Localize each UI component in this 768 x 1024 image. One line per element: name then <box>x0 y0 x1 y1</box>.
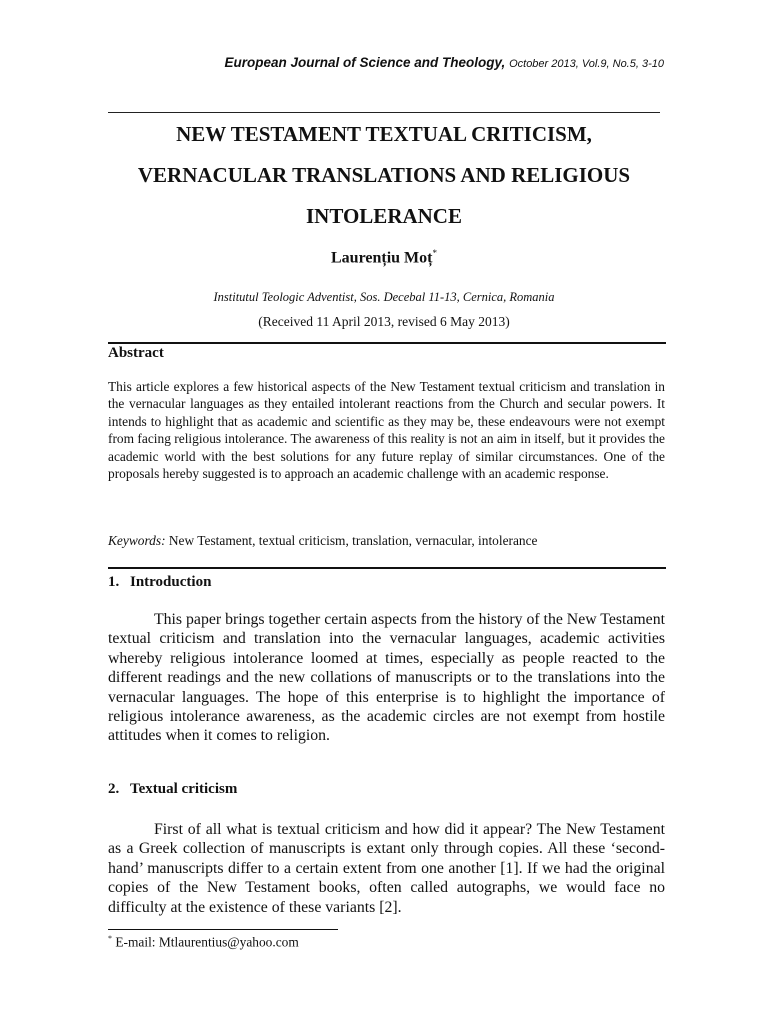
footnote-email: E-mail: Mtlaurentius@yahoo.com <box>115 934 299 950</box>
paper-title <box>90 114 678 237</box>
introduction-paragraph <box>108 610 665 746</box>
title-line-2: VERNACULAR TRANSLATIONS AND RELIGIOUS <box>137 163 631 187</box>
keywords-label: Keywords: <box>108 533 166 548</box>
section-number: 2. <box>108 781 120 797</box>
journal-header <box>225 55 665 70</box>
section-number: 1. <box>108 574 120 590</box>
section-title: Introduction <box>130 574 212 590</box>
received-dates: (Received 11 April 2013, revised 6 May 2013) <box>258 314 510 329</box>
abstract-heading: Abstract <box>108 345 164 361</box>
paragraph-text: First of all what is textual criticism and how did it appear? The New Testament as a Greek collection of manuscripts is extant only through copies. All these ‘second-hand’ manuscripts differ to a certain extent from one another [1]. If we had the original copies of the New Testament books, often called autographs, we would face no difficulty at the existence of these variants [2]. <box>108 821 665 916</box>
footnote-mark: * <box>108 934 112 943</box>
header-rule <box>108 112 660 113</box>
journal-issue: October 2013, Vol.9, No.5, 3-10 <box>509 58 664 70</box>
keywords-text: New Testament, textual criticism, translation, vernacular, intolerance <box>168 533 538 548</box>
title-line-3: INTOLERANCE <box>306 204 462 228</box>
section-heading-introduction <box>108 574 211 591</box>
section-title: Textual criticism <box>130 781 238 797</box>
textual-criticism-paragraph <box>108 820 665 917</box>
journal-name: European Journal of Science and Theology, <box>224 55 506 70</box>
keywords <box>108 533 538 549</box>
paragraph-text: This paper brings together certain aspects from the history of the New Testament textual criticism and translation into the vernacular languages, academic activities whereby religious intolerance loomed at times, especially as people reacted to the different readings and the new collations of manuscripts or to the translations into the vernacular languages. The hope of this enterprise is to highlight the importance of religious intolerance awareness, as the academic circles are not exempt from hostile attitudes when it comes to religion. <box>108 611 665 745</box>
abstract-text: This article explores a few historical aspects of the New Testament textual criticism and translation in the vernacular languages as they entailed intolerant reactions from the Church and secular powers. It intends to highlight that as academic and scientific as they may be, these endeavours were not exempt from facing religious intolerance. The awareness of this reality is not an aim in itself, but it provides the academic world with the best solutions for any future replay of similar circumstances. One of the proposals hereby suggested is to approach an academic challenge with an academic response. <box>108 379 665 482</box>
author <box>0 248 768 267</box>
section-heading-textual-criticism <box>108 781 237 798</box>
section-rule <box>108 567 666 569</box>
affiliation: Institutul Teologic Adventist, Sos. Decebal 11-13, Cernica, Romania <box>213 290 555 304</box>
author-footnote-mark: * <box>432 248 437 258</box>
title-line-1: NEW TESTAMENT TEXTUAL CRITICISM, <box>176 122 592 146</box>
footnote <box>108 934 299 950</box>
abstract-rule <box>108 342 666 344</box>
author-name: Laurențiu Moț <box>331 249 433 267</box>
footnote-rule <box>108 929 338 930</box>
